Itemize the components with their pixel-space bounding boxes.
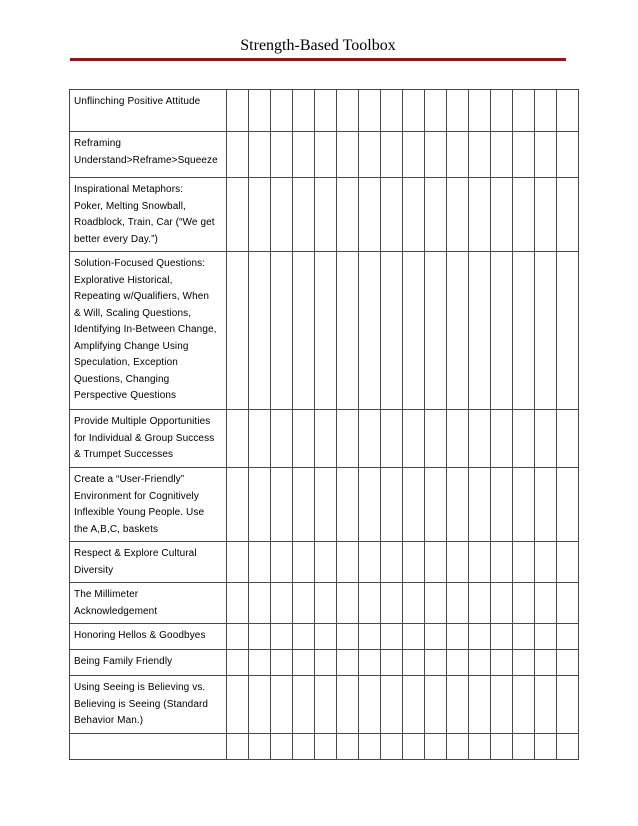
page-title: Strength-Based Toolbox <box>240 37 396 54</box>
strategy-label-line: Repeating w/Qualifiers, When <box>74 291 210 302</box>
tracking-cell[interactable] <box>359 676 381 734</box>
strength-toolbox-table <box>69 89 579 760</box>
tracking-cell[interactable] <box>315 542 337 583</box>
tracking-cell[interactable] <box>535 542 557 583</box>
tracking-cell[interactable] <box>535 650 557 676</box>
tracking-cell[interactable] <box>403 624 425 650</box>
strategy-label-line: Questions, Changing <box>74 373 170 385</box>
tracking-cell[interactable] <box>271 410 293 468</box>
strategy-label-line: Roadblock, Train, Car (“We get <box>74 217 215 228</box>
table-row <box>70 90 579 132</box>
strategy-label-line: Believing is Seeing (Standard <box>74 698 209 710</box>
tracking-cell[interactable] <box>557 542 579 583</box>
tracking-cell[interactable] <box>557 178 579 252</box>
tracking-cell[interactable] <box>271 132 293 178</box>
tracking-cell[interactable] <box>403 410 425 468</box>
tracking-cell[interactable] <box>227 624 249 650</box>
tracking-cell[interactable] <box>535 624 557 650</box>
page-header <box>70 36 566 62</box>
tracking-cell[interactable] <box>293 132 315 178</box>
tracking-cell[interactable] <box>447 583 469 624</box>
strategy-label-line: Perspective Questions <box>74 390 177 401</box>
tracking-cell[interactable] <box>557 624 579 650</box>
tracking-cell[interactable] <box>513 132 535 178</box>
tracking-cell[interactable] <box>381 468 403 542</box>
tracking-cell[interactable] <box>403 734 425 760</box>
tracking-cell[interactable] <box>447 410 469 468</box>
tracking-cell[interactable] <box>359 252 381 410</box>
tracking-cell[interactable] <box>447 468 469 542</box>
tracking-cell[interactable] <box>271 734 293 760</box>
tracking-cell[interactable] <box>359 624 381 650</box>
tracking-cell[interactable] <box>403 542 425 583</box>
tracking-cell[interactable] <box>447 90 469 132</box>
tracking-cell[interactable] <box>249 542 271 583</box>
strategy-label-cell <box>70 178 227 252</box>
tracking-cell[interactable] <box>271 624 293 650</box>
tracking-cell[interactable] <box>513 410 535 468</box>
table-row <box>70 583 579 624</box>
tracking-cell[interactable] <box>535 178 557 252</box>
tracking-cell[interactable] <box>359 734 381 760</box>
strategy-label-line: Honoring Hellos & Goodbyes <box>74 630 206 641</box>
toolbox-table-body <box>70 90 579 760</box>
tracking-cell[interactable] <box>227 676 249 734</box>
tracking-cell[interactable] <box>337 676 359 734</box>
tracking-cell[interactable] <box>447 178 469 252</box>
tracking-cell[interactable] <box>447 650 469 676</box>
tracking-cell[interactable] <box>469 468 491 542</box>
tracking-cell[interactable] <box>271 468 293 542</box>
tracking-cell[interactable] <box>557 583 579 624</box>
strategy-label-line: Environment for Cognitively <box>74 490 199 502</box>
table-row <box>70 734 579 760</box>
tracking-cell[interactable] <box>249 90 271 132</box>
tracking-cell[interactable] <box>491 542 513 583</box>
tracking-cell[interactable] <box>271 542 293 583</box>
tracking-cell[interactable] <box>469 676 491 734</box>
tracking-cell[interactable] <box>425 542 447 583</box>
tracking-cell[interactable] <box>403 650 425 676</box>
strategy-label-cell <box>70 734 227 760</box>
tracking-cell[interactable] <box>227 132 249 178</box>
tracking-cell[interactable] <box>315 583 337 624</box>
tracking-cell[interactable] <box>535 468 557 542</box>
tracking-cell[interactable] <box>491 90 513 132</box>
tracking-cell[interactable] <box>513 542 535 583</box>
strategy-label-cell <box>70 90 227 132</box>
strategy-label-cell <box>70 624 227 650</box>
strategy-label-line: The Millimeter <box>74 589 139 600</box>
table-row <box>70 252 579 410</box>
tracking-cell[interactable] <box>337 650 359 676</box>
tracking-cell[interactable] <box>227 252 249 410</box>
tracking-cell[interactable] <box>469 132 491 178</box>
tracking-cell[interactable] <box>381 178 403 252</box>
strategy-label-line: Speculation, Exception <box>74 357 178 368</box>
tracking-cell[interactable] <box>557 676 579 734</box>
strategy-label-cell <box>70 542 227 583</box>
tracking-cell[interactable] <box>447 542 469 583</box>
strategy-label-line: Amplifying Change Using <box>74 340 189 352</box>
tracking-cell[interactable] <box>491 650 513 676</box>
tracking-cell[interactable] <box>425 624 447 650</box>
tracking-cell[interactable] <box>337 734 359 760</box>
tracking-cell[interactable] <box>337 132 359 178</box>
tracking-cell[interactable] <box>381 624 403 650</box>
tracking-cell[interactable] <box>491 410 513 468</box>
tracking-cell[interactable] <box>337 252 359 410</box>
tracking-cell[interactable] <box>337 468 359 542</box>
tracking-cell[interactable] <box>249 734 271 760</box>
tracking-cell[interactable] <box>249 624 271 650</box>
tracking-cell[interactable] <box>535 734 557 760</box>
tracking-cell[interactable] <box>557 650 579 676</box>
tracking-cell[interactable] <box>293 624 315 650</box>
tracking-cell[interactable] <box>491 132 513 178</box>
strategy-label-line: Create a “User-Friendly” <box>74 474 185 485</box>
strategy-label-line: Respect & Explore Cultural <box>74 548 197 559</box>
tracking-cell[interactable] <box>271 90 293 132</box>
tracking-cell[interactable] <box>491 178 513 252</box>
strategy-label-line: for Individual & Group Success <box>74 432 215 444</box>
tracking-cell[interactable] <box>337 624 359 650</box>
tracking-cell[interactable] <box>469 90 491 132</box>
tracking-cell[interactable] <box>337 583 359 624</box>
tracking-cell[interactable] <box>403 468 425 542</box>
tracking-cell[interactable] <box>227 410 249 468</box>
tracking-cell[interactable] <box>491 676 513 734</box>
tracking-cell[interactable] <box>315 624 337 650</box>
tracking-cell[interactable] <box>293 583 315 624</box>
strategy-label-line: & Trumpet Successes <box>74 449 174 460</box>
tracking-cell[interactable] <box>469 542 491 583</box>
tracking-cell[interactable] <box>315 676 337 734</box>
tracking-cell[interactable] <box>535 676 557 734</box>
tracking-cell[interactable] <box>359 410 381 468</box>
tracking-cell[interactable] <box>425 132 447 178</box>
strategy-label-line: Acknowledgement <box>74 605 158 617</box>
tracking-cell[interactable] <box>337 178 359 252</box>
strategy-label-line: better every Day.”) <box>74 233 158 245</box>
tracking-cell[interactable] <box>271 676 293 734</box>
tracking-cell[interactable] <box>293 676 315 734</box>
strategy-label-cell <box>70 410 227 468</box>
tracking-cell[interactable] <box>249 650 271 676</box>
tracking-cell[interactable] <box>491 252 513 410</box>
tracking-cell[interactable] <box>403 252 425 410</box>
tracking-cell[interactable] <box>425 178 447 252</box>
strategy-label-cell <box>70 583 227 624</box>
tracking-cell[interactable] <box>557 410 579 468</box>
tracking-cell[interactable] <box>293 734 315 760</box>
strategy-label-line: Poker, Melting Snowball, <box>74 200 186 212</box>
tracking-cell[interactable] <box>513 178 535 252</box>
table-row <box>70 178 579 252</box>
tracking-cell[interactable] <box>293 410 315 468</box>
strategy-label-line: Identifying In-Between Change, <box>74 324 217 335</box>
tracking-cell[interactable] <box>315 650 337 676</box>
tracking-cell[interactable] <box>513 676 535 734</box>
tracking-cell[interactable] <box>381 90 403 132</box>
tracking-cell[interactable] <box>491 468 513 542</box>
strategy-label-cell <box>70 650 227 676</box>
tracking-cell[interactable] <box>227 583 249 624</box>
tracking-cell[interactable] <box>491 583 513 624</box>
tracking-cell[interactable] <box>315 132 337 178</box>
tracking-cell[interactable] <box>359 132 381 178</box>
strategy-label-line: Inflexible Young People. Use <box>74 507 205 518</box>
tracking-cell[interactable] <box>403 676 425 734</box>
table-row <box>70 468 579 542</box>
tracking-cell[interactable] <box>293 650 315 676</box>
tracking-cell[interactable] <box>359 583 381 624</box>
tracking-cell[interactable] <box>337 90 359 132</box>
strategy-label-cell <box>70 252 227 410</box>
tracking-cell[interactable] <box>557 132 579 178</box>
tracking-cell[interactable] <box>557 468 579 542</box>
tracking-cell[interactable] <box>425 734 447 760</box>
strategy-label-cell <box>70 676 227 734</box>
table-row <box>70 542 579 583</box>
tracking-cell[interactable] <box>381 252 403 410</box>
tracking-cell[interactable] <box>381 676 403 734</box>
tracking-cell[interactable] <box>249 132 271 178</box>
tracking-cell[interactable] <box>271 583 293 624</box>
tracking-cell[interactable] <box>249 676 271 734</box>
tracking-cell[interactable] <box>315 410 337 468</box>
tracking-cell[interactable] <box>227 178 249 252</box>
tracking-cell[interactable] <box>293 542 315 583</box>
strategy-label-line: & Will, Scaling Questions, <box>74 307 192 319</box>
tracking-cell[interactable] <box>359 650 381 676</box>
tracking-cell[interactable] <box>469 624 491 650</box>
tracking-cell[interactable] <box>557 252 579 410</box>
tracking-cell[interactable] <box>447 132 469 178</box>
tracking-cell[interactable] <box>425 90 447 132</box>
table-row <box>70 132 579 178</box>
tracking-cell[interactable] <box>359 178 381 252</box>
tracking-cell[interactable] <box>403 583 425 624</box>
table-row <box>70 650 579 676</box>
tracking-cell[interactable] <box>535 90 557 132</box>
strategy-label-line: Explorative Historical, <box>74 274 173 286</box>
tracking-cell[interactable] <box>249 178 271 252</box>
tracking-cell[interactable] <box>513 624 535 650</box>
tracking-cell[interactable] <box>469 178 491 252</box>
tracking-cell[interactable] <box>271 650 293 676</box>
tracking-cell[interactable] <box>227 468 249 542</box>
strategy-label-line: the A,B,C, baskets <box>74 523 159 535</box>
tracking-cell[interactable] <box>249 252 271 410</box>
tracking-cell[interactable] <box>315 468 337 542</box>
tracking-cell[interactable] <box>469 734 491 760</box>
tracking-cell[interactable] <box>535 252 557 410</box>
tracking-cell[interactable] <box>381 583 403 624</box>
tracking-cell[interactable] <box>469 583 491 624</box>
tracking-cell[interactable] <box>293 90 315 132</box>
tracking-cell[interactable] <box>403 178 425 252</box>
tracking-cell[interactable] <box>381 410 403 468</box>
tracking-cell[interactable] <box>381 650 403 676</box>
strategy-label-line: Unflinching Positive Attitude <box>74 96 201 107</box>
tracking-cell[interactable] <box>447 734 469 760</box>
tracking-cell[interactable] <box>381 734 403 760</box>
strategy-label-line: Solution-Focused Questions: <box>74 258 206 269</box>
tracking-cell[interactable] <box>447 252 469 410</box>
tracking-cell[interactable] <box>557 734 579 760</box>
table-row <box>70 624 579 650</box>
tracking-cell[interactable] <box>425 468 447 542</box>
tracking-cell[interactable] <box>469 252 491 410</box>
tracking-cell[interactable] <box>513 734 535 760</box>
tracking-cell[interactable] <box>381 132 403 178</box>
tracking-cell[interactable] <box>293 252 315 410</box>
tracking-cell[interactable] <box>469 650 491 676</box>
tracking-cell[interactable] <box>469 410 491 468</box>
strategy-label-cell <box>70 468 227 542</box>
tracking-cell[interactable] <box>425 676 447 734</box>
tracking-cell[interactable] <box>293 178 315 252</box>
tracking-cell[interactable] <box>337 410 359 468</box>
tracking-cell[interactable] <box>491 624 513 650</box>
title-underline-rule <box>70 58 566 61</box>
tracking-cell[interactable] <box>535 132 557 178</box>
tracking-cell[interactable] <box>359 542 381 583</box>
tracking-cell[interactable] <box>227 734 249 760</box>
tracking-cell[interactable] <box>513 583 535 624</box>
tracking-cell[interactable] <box>447 676 469 734</box>
table-row <box>70 676 579 734</box>
tracking-cell[interactable] <box>271 178 293 252</box>
tracking-cell[interactable] <box>447 624 469 650</box>
tracking-cell[interactable] <box>557 90 579 132</box>
tracking-cell[interactable] <box>381 542 403 583</box>
tracking-cell[interactable] <box>425 650 447 676</box>
tracking-cell[interactable] <box>403 132 425 178</box>
tracking-cell[interactable] <box>227 90 249 132</box>
tracking-cell[interactable] <box>315 178 337 252</box>
table-row <box>70 410 579 468</box>
tracking-cell[interactable] <box>513 650 535 676</box>
tracking-cell[interactable] <box>293 468 315 542</box>
tracking-cell[interactable] <box>227 542 249 583</box>
strategy-label-line: Provide Multiple Opportunities <box>74 416 211 427</box>
strategy-label-line: Being Family Friendly <box>74 656 173 667</box>
tracking-cell[interactable] <box>513 252 535 410</box>
strategy-label-line: Diversity <box>74 564 114 576</box>
tracking-cell[interactable] <box>425 252 447 410</box>
tracking-cell[interactable] <box>359 468 381 542</box>
tracking-cell[interactable] <box>513 468 535 542</box>
strategy-label-line: Using Seeing is Believing vs. <box>74 682 206 693</box>
tracking-cell[interactable] <box>315 734 337 760</box>
strategy-label-line: Understand>Reframe>Squeeze <box>74 154 218 166</box>
tracking-cell[interactable] <box>271 252 293 410</box>
tracking-cell[interactable] <box>535 583 557 624</box>
tracking-cell[interactable] <box>535 410 557 468</box>
tracking-cell[interactable] <box>403 90 425 132</box>
tracking-cell[interactable] <box>227 650 249 676</box>
tracking-cell[interactable] <box>315 252 337 410</box>
tracking-cell[interactable] <box>337 542 359 583</box>
strategy-label-line: Reframing <box>74 138 122 149</box>
tracking-cell[interactable] <box>359 90 381 132</box>
tracking-cell[interactable] <box>249 410 271 468</box>
tracking-cell[interactable] <box>425 410 447 468</box>
tracking-cell[interactable] <box>491 734 513 760</box>
strategy-label-line: Inspirational Metaphors: <box>74 184 184 195</box>
tracking-cell[interactable] <box>249 468 271 542</box>
tracking-cell[interactable] <box>513 90 535 132</box>
tracking-cell[interactable] <box>425 583 447 624</box>
strategy-label-line: Behavior Man.) <box>74 715 144 726</box>
tracking-cell[interactable] <box>249 583 271 624</box>
strategy-label-cell <box>70 132 227 178</box>
tracking-cell[interactable] <box>315 90 337 132</box>
